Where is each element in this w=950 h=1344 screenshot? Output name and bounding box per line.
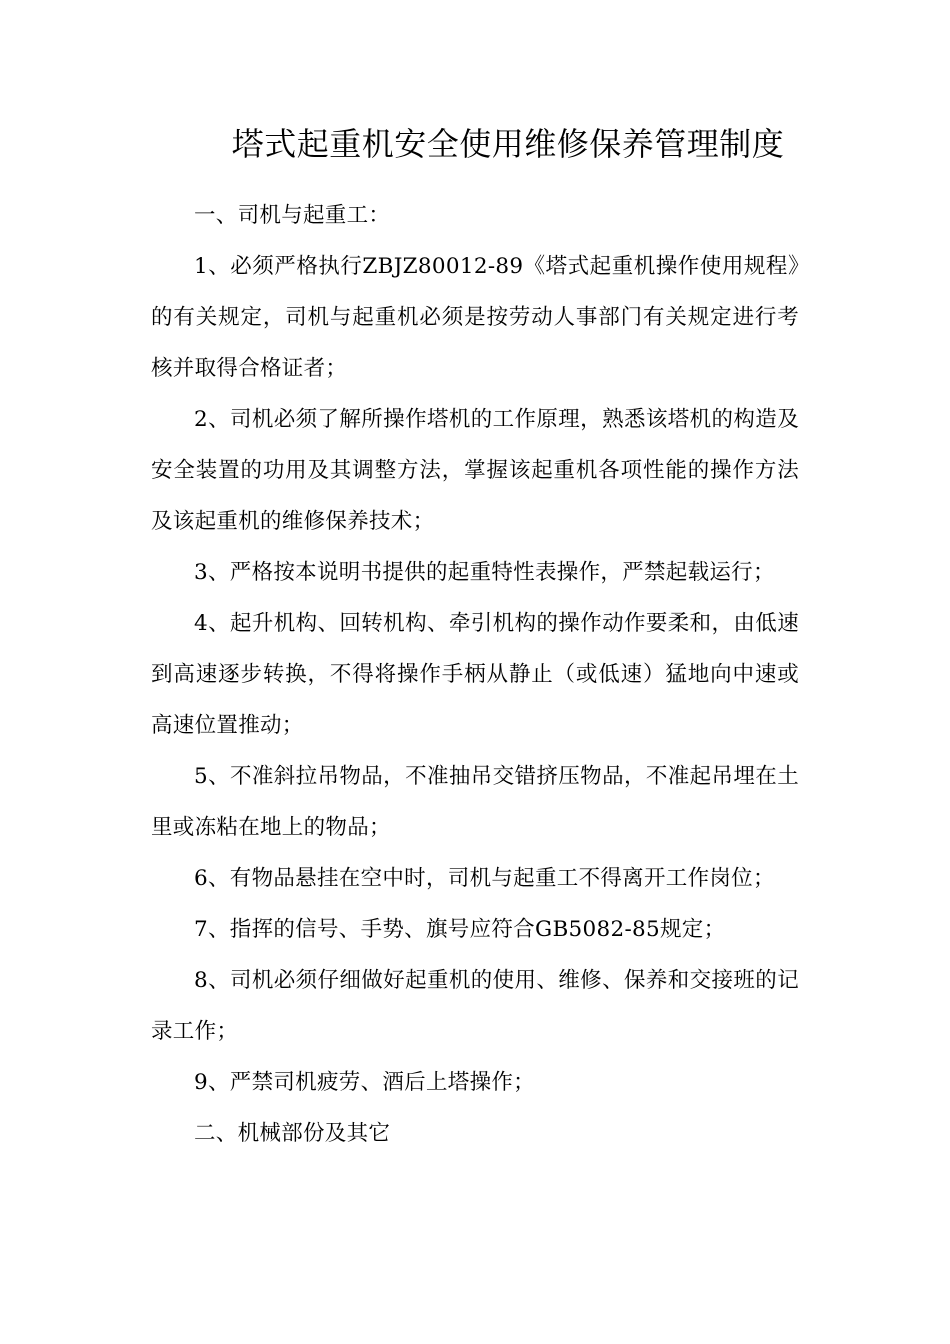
rule-item-1: 1、必须严格执行ZBJZ80012-89《塔式起重机操作使用规程》的有关规定，司机与起重机必须是按劳动人事部门有关规定进行考核并取得合格证者； (151, 254, 799, 381)
rule-item-9: 9、严禁司机疲劳、酒后上塔操作； (194, 1070, 535, 1095)
rule-item-3: 3、严格按本说明书提供的起重特性表操作，严禁起载运行； (194, 560, 775, 585)
rule-item-6: 6、有物品悬挂在空中时，司机与起重工不得离开工作岗位； (194, 866, 775, 891)
document-body (151, 190, 799, 1159)
section-heading-2: 二、机械部份及其它 (194, 1121, 391, 1146)
rule-item-8: 8、司机必须仔细做好起重机的使用、维修、保养和交接班的记录工作； (151, 968, 799, 1044)
section-heading-1: 一、司机与起重工： (194, 203, 391, 228)
document-title: 塔式起重机安全使用维修保养管理制度 (231, 125, 785, 163)
rule-item-5: 5、不准斜拉吊物品，不准抽吊交错挤压物品，不准起吊埋在土里或冻粘在地上的物品； (151, 764, 799, 840)
rule-item-4: 4、起升机构、回转机构、牵引机构的操作动作要柔和，由低速到高速逐步转换，不得将操作手柄从静止（或低速）猛地向中速或高速位置推动； (151, 611, 799, 738)
rule-item-2: 2、司机必须了解所操作塔机的工作原理，熟悉该塔机的构造及安全装置的功用及其调整方法，掌握该起重机各项性能的操作方法及该起重机的维修保养技术； (151, 407, 799, 534)
rule-item-7: 7、指挥的信号、手势、旗号应符合GB5082-85规定； (194, 917, 726, 942)
